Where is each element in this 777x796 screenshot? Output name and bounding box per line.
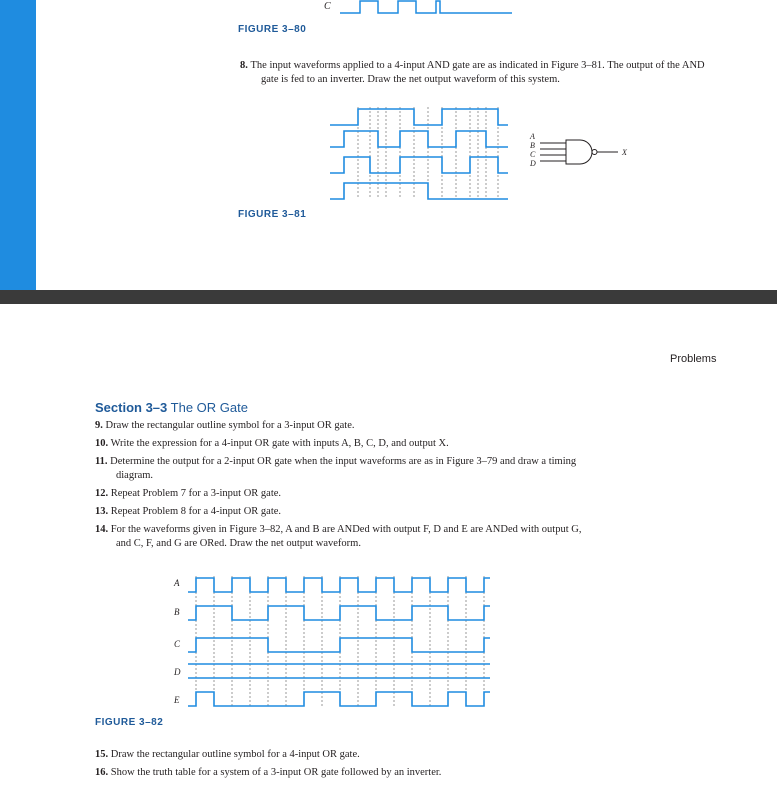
section-number: Section 3–3 xyxy=(95,400,168,415)
figure-3-80-partial-waveform xyxy=(320,0,520,16)
problem-14: 14. For the waveforms given in Figure 3–82, A and B are ANDed with output F, D and E are ANDed with output G, and C, F, and G are ORed. Draw the net output waveform. xyxy=(95,524,582,549)
section-title: The OR Gate xyxy=(170,400,248,415)
figure-3-82-label: FIGURE 3–82 xyxy=(95,717,164,728)
waveform-c xyxy=(330,157,508,173)
problem-8-text: The input waveforms applied to a 4-input AND gate are as indicated in Figure 3–81. The output of the AND gate is fed to an inverter. Draw the net output waveform of this system. xyxy=(250,60,705,85)
problem-13: 13. Repeat Problem 8 for a 4-input OR gate. xyxy=(95,506,282,517)
problem-11: 11. Determine the output for a 2-input OR gate when the input waveforms are as in Figure 3–79 and draw a timing diagram. xyxy=(95,456,577,481)
problem-8 xyxy=(240,59,721,87)
problem-list-end xyxy=(95,748,585,784)
problem-9: 9. Draw the rectangular outline symbol for a 3-input OR gate. xyxy=(95,420,355,431)
signal-label-d: D xyxy=(174,667,181,677)
waveform-label-c: C xyxy=(324,1,331,12)
gate-input-label-a: A xyxy=(530,132,535,141)
and-gate-symbol xyxy=(540,140,618,164)
signal-label-e: E xyxy=(174,695,180,705)
waveform-c xyxy=(188,638,490,652)
left-color-bar xyxy=(0,0,36,290)
waveform-a xyxy=(330,109,508,125)
figure-3-81-diagram xyxy=(330,103,640,203)
waveform-b xyxy=(188,606,490,620)
problem-list xyxy=(95,419,585,555)
figure-3-80-label: FIGURE 3–80 xyxy=(238,24,307,35)
running-head: Problems xyxy=(670,353,717,365)
waveform-e xyxy=(188,692,490,706)
signal-label-b: B xyxy=(174,607,180,617)
problem-10: 10. Write the expression for a 4-input OR gate with inputs A, B, C, D, and output X. xyxy=(95,438,449,449)
gate-input-label-c: C xyxy=(530,150,536,159)
waveform-d xyxy=(330,183,508,199)
figure-3-81-label: FIGURE 3–81 xyxy=(238,209,307,220)
figure-3-82-diagram xyxy=(170,572,500,712)
waveform-b xyxy=(330,131,508,147)
problem-8-number: 8. xyxy=(240,60,248,71)
gate-output-label-x: X xyxy=(622,148,627,157)
waveform-a xyxy=(188,578,490,592)
problem-15: 15. Draw the rectangular outline symbol for a 4-input OR gate. xyxy=(95,749,360,760)
problem-16: 16. Show the truth table for a system of a 3-input OR gate followed by an inverter. xyxy=(95,767,442,778)
section-heading xyxy=(95,400,248,415)
gate-input-label-b: B xyxy=(530,141,535,150)
problem-12: 12. Repeat Problem 7 for a 3-input OR gate. xyxy=(95,488,282,499)
page-divider xyxy=(0,290,777,304)
gate-input-label-d: D xyxy=(530,159,536,168)
signal-label-c: C xyxy=(174,639,181,649)
signal-label-a: A xyxy=(174,578,180,588)
